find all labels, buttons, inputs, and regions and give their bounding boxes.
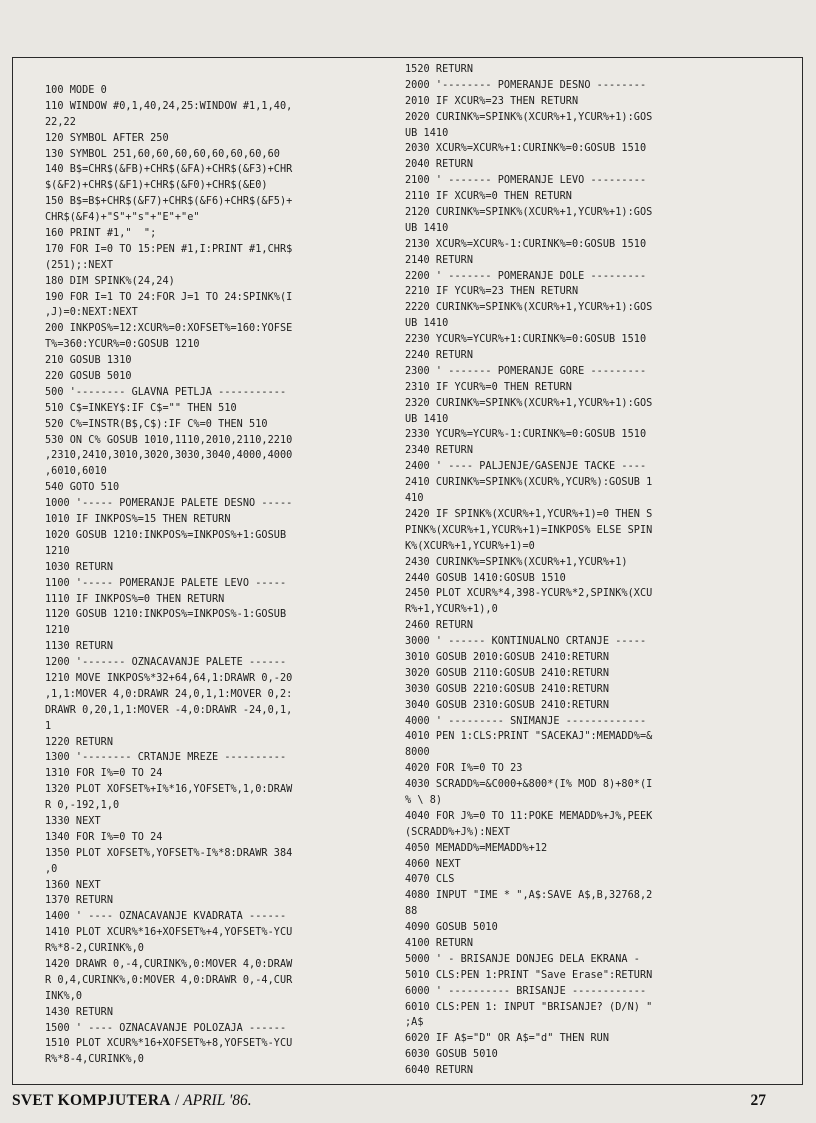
- code-line: 6040 RETURN: [405, 1065, 474, 1077]
- code-line: 2320 CURINK%=SPINK%(XCUR%+1,YCUR%+1):GOS: [405, 397, 653, 409]
- code-line: 510 C$=INKEY$:IF C$="" THEN 510: [45, 402, 237, 414]
- code-line: 2040 RETURN: [405, 159, 474, 171]
- code-line: 500 '-------- GLAVNA PETLJA -----------: [45, 386, 287, 398]
- code-line: 4050 MEMADD%=MEMADD%+12: [405, 842, 548, 854]
- code-line: 180 DIM SPINK%(24,24): [45, 275, 175, 287]
- code-line: 2460 RETURN: [405, 620, 474, 632]
- code-line: INK%,0: [45, 990, 83, 1002]
- code-line: 1210: [45, 545, 70, 557]
- code-line: 160 PRINT #1," ";: [45, 228, 157, 240]
- code-line: UB 1410: [405, 127, 449, 139]
- code-line: 6010 CLS:PEN 1: INPUT "BRISANJE? (D/N) ": [405, 1001, 653, 1013]
- code-line: 190 FOR I=1 TO 24:FOR J=1 TO 24:SPINK%(I: [45, 291, 293, 303]
- code-line: 140 B$=CHR$(&FB)+CHR$(&FA)+CHR$(&F3)+CHR: [45, 164, 293, 176]
- code-line: 2430 CURINK%=SPINK%(XCUR%+1,YCUR%+1): [405, 556, 628, 568]
- code-line: 2440 GOSUB 1410:GOSUB 1510: [405, 572, 566, 584]
- code-line: 1010 IF INKPOS%=15 THEN RETURN: [45, 514, 231, 526]
- code-line: 2030 XCUR%=XCUR%+1:CURINK%=0:GOSUB 1510: [405, 143, 647, 155]
- code-line: ,1,1:MOVER 4,0:DRAWR 24,0,1,1:MOVER 0,2:: [45, 688, 293, 700]
- code-line: PINK%(XCUR%+1,YCUR%+1)=INKPOS% ELSE SPIN: [405, 524, 653, 536]
- footer-publication: [12, 1092, 252, 1110]
- code-line: K%(XCUR%+1,YCUR%+1)=0: [405, 540, 535, 552]
- code-line: 2400 ' ---- PALJENJE/GASENJE TACKE ----: [405, 461, 647, 473]
- code-line: 1220 RETURN: [45, 736, 114, 748]
- code-line: 2210 IF YCUR%=23 THEN RETURN: [405, 286, 579, 298]
- code-line: 2330 YCUR%=YCUR%-1:CURINK%=0:GOSUB 1510: [405, 429, 647, 441]
- code-line: R 0,-192,1,0: [45, 800, 120, 812]
- code-line: 2300 ' ------- POMERANJE GORE ---------: [405, 365, 647, 377]
- code-line: 4090 GOSUB 5010: [405, 922, 498, 934]
- code-line: 3000 ' ------ KONTINUALNO CRTANJE -----: [405, 636, 647, 648]
- code-line: 4030 SCRADD%=&C000+&800*(I% MOD 8)+80*(I: [405, 779, 653, 791]
- code-line: 4040 FOR J%=0 TO 11:POKE MEMADD%+J%,PEEK: [405, 810, 653, 822]
- code-line: 150 B$=B$+CHR$(&F7)+CHR$(&F6)+CHR$(&F5)+: [45, 196, 293, 208]
- code-line: 4010 PEN 1:CLS:PRINT "SACEKAJ":MEMADD%=&: [405, 731, 653, 743]
- code-line: 1420 DRAWR 0,-4,CURINK%,0:MOVER 4,0:DRAW: [45, 958, 293, 970]
- code-line: 1300 '-------- CRTANJE MREZE ----------: [45, 752, 287, 764]
- code-line: R%+1,YCUR%+1),0: [405, 604, 498, 616]
- code-line: UB 1410: [405, 222, 449, 234]
- code-line: 210 GOSUB 1310: [45, 355, 132, 367]
- code-line: 110 WINDOW #0,1,40,24,25:WINDOW #1,1,40,: [45, 100, 293, 112]
- code-line: 5000 ' - BRISANJE DONJEG DELA EKRANA -: [405, 953, 640, 965]
- code-line: ,0: [45, 863, 58, 875]
- code-line: 170 FOR I=0 TO 15:PEN #1,I:PRINT #1,CHR$: [45, 243, 293, 255]
- code-line: 4080 INPUT "IME * ",A$:SAVE A$,B,32768,2: [405, 890, 653, 902]
- code-line: 1320 PLOT XOFSET%+I%*16,YOFSET%,1,0:DRAW: [45, 784, 293, 796]
- code-line: 2110 IF XCUR%=0 THEN RETURN: [405, 191, 572, 203]
- code-line: 530 ON C% GOSUB 1010,1110,2010,2110,2210: [45, 434, 293, 446]
- code-line: 2220 CURINK%=SPINK%(XCUR%+1,YCUR%+1):GOS: [405, 302, 653, 314]
- code-line: ,2310,2410,3010,3020,3030,3040,4000,4000: [45, 450, 293, 462]
- code-line: DRAWR 0,20,1,1:MOVER -4,0:DRAWR -24,0,1,: [45, 704, 293, 716]
- code-line: UB 1410: [405, 413, 449, 425]
- code-line: 2010 IF XCUR%=23 THEN RETURN: [405, 95, 579, 107]
- code-line: 200 INKPOS%=12:XCUR%=0:XOFSET%=160:YOFSE: [45, 323, 293, 335]
- code-line: 2420 IF SPINK%(XCUR%+1,YCUR%+1)=0 THEN S: [405, 508, 653, 520]
- code-line: 1350 PLOT XOFSET%,YOFSET%-I%*8:DRAWR 384: [45, 847, 293, 859]
- code-line: 1030 RETURN: [45, 561, 114, 573]
- code-line: 520 C%=INSTR(B$,C$):IF C%=0 THEN 510: [45, 418, 268, 430]
- code-line: 2310 IF YCUR%=0 THEN RETURN: [405, 381, 572, 393]
- code-line: 1: [45, 720, 52, 732]
- code-line: 2130 XCUR%=XCUR%-1:CURINK%=0:GOSUB 1510: [405, 238, 647, 250]
- code-line: 1100 '----- POMERANJE PALETE LEVO -----: [45, 577, 287, 589]
- code-line: R%*8-4,CURINK%,0: [45, 1054, 144, 1066]
- code-line: 540 GOTO 510: [45, 482, 120, 494]
- code-line: 5010 CLS:PEN 1:PRINT "Save Erase":RETURN: [405, 969, 653, 981]
- code-line: 1370 RETURN: [45, 895, 114, 907]
- code-line: 100 MODE 0: [45, 85, 107, 96]
- code-line: ;A$: [405, 1017, 424, 1029]
- code-line: UB 1410: [405, 318, 449, 330]
- code-line: 1310 FOR I%=0 TO 24: [45, 768, 163, 780]
- code-line: R 0,4,CURINK%,0:MOVER 4,0:DRAWR 0,-4,CUR: [45, 974, 293, 986]
- code-line: 1210: [45, 625, 70, 637]
- code-line: 2200 ' ------- POMERANJE DOLE ---------: [405, 270, 647, 282]
- listing-left-column: [45, 83, 395, 1068]
- code-line: 1340 FOR I%=0 TO 24: [45, 831, 163, 843]
- code-line: 2120 CURINK%=SPINK%(XCUR%+1,YCUR%+1):GOS: [405, 207, 653, 219]
- code-line: 130 SYMBOL 251,60,60,60,60,60,60,60,60: [45, 148, 280, 160]
- code-line: 1430 RETURN: [45, 1006, 114, 1018]
- code-line: 2230 YCUR%=YCUR%+1:CURINK%=0:GOSUB 1510: [405, 334, 647, 346]
- code-line: (251);:NEXT: [45, 259, 114, 271]
- code-line: 3020 GOSUB 2110:GOSUB 2410:RETURN: [405, 667, 610, 679]
- code-line: 1520 RETURN: [405, 64, 474, 75]
- code-line: 4020 FOR I%=0 TO 23: [405, 763, 523, 775]
- code-line: 220 GOSUB 5010: [45, 371, 132, 383]
- code-line: 4000 ' --------- SNIMANJE -------------: [405, 715, 647, 727]
- code-line: % \ 8): [405, 794, 443, 806]
- code-line: 1210 MOVE INKPOS%*32+64,64,1:DRAWR 0,-20: [45, 672, 293, 684]
- code-line: 410: [405, 493, 424, 505]
- code-line: $(&F2)+CHR$(&F1)+CHR$(&F0)+CHR$(&E0): [45, 180, 268, 192]
- code-line: 2410 CURINK%=SPINK%(XCUR%,YCUR%):GOSUB 1: [405, 477, 653, 489]
- footer-separator: /: [174, 1092, 180, 1109]
- code-line: 1110 IF INKPOS%=0 THEN RETURN: [45, 593, 225, 605]
- code-line: 1410 PLOT XCUR%*16+XOFSET%+4,YOFSET%-YCU: [45, 927, 293, 939]
- code-line: (SCRADD%+J%):NEXT: [405, 826, 511, 838]
- code-line: 1200 '------- OZNACAVANJE PALETE ------: [45, 657, 287, 669]
- code-line: 3030 GOSUB 2210:GOSUB 2410:RETURN: [405, 683, 610, 695]
- code-line: 2140 RETURN: [405, 254, 474, 266]
- issue-date: APRIL '86.: [183, 1092, 252, 1109]
- code-line: T%=360:YCUR%=0:GOSUB 1210: [45, 339, 200, 351]
- code-line: 6020 IF A$="D" OR A$="d" THEN RUN: [405, 1033, 610, 1045]
- code-line: 1130 RETURN: [45, 641, 114, 653]
- page-number: 27: [750, 1092, 766, 1109]
- code-line: 1120 GOSUB 1210:INKPOS%=INKPOS%-1:GOSUB: [45, 609, 287, 621]
- code-line: 6030 GOSUB 5010: [405, 1049, 498, 1061]
- code-line: 2100 ' ------- POMERANJE LEVO ---------: [405, 175, 647, 187]
- code-line: 120 SYMBOL AFTER 250: [45, 132, 169, 144]
- code-line: 1400 ' ---- OZNACAVANJE KVADRATA ------: [45, 911, 287, 923]
- code-line: 3040 GOSUB 2310:GOSUB 2410:RETURN: [405, 699, 610, 711]
- code-line: 2240 RETURN: [405, 350, 474, 362]
- code-line: 1020 GOSUB 1210:INKPOS%=INKPOS%+1:GOSUB: [45, 529, 287, 541]
- code-line: 4100 RETURN: [405, 937, 474, 949]
- code-line: 8000: [405, 747, 430, 759]
- code-line: 2000 '-------- POMERANJE DESNO --------: [405, 79, 647, 91]
- code-line: R%*8-2,CURINK%,0: [45, 943, 144, 955]
- code-line: 3010 GOSUB 2010:GOSUB 2410:RETURN: [405, 651, 610, 663]
- code-line: 6000 ' ---------- BRISANJE ------------: [405, 985, 647, 997]
- code-line: 4060 NEXT: [405, 858, 461, 870]
- code-line: 22,22: [45, 116, 76, 128]
- code-line: 1000 '----- POMERANJE PALETE DESNO -----: [45, 498, 293, 510]
- code-line: 2340 RETURN: [405, 445, 474, 457]
- code-line: 1510 PLOT XCUR%*16+XOFSET%+8,YOFSET%-YCU: [45, 1038, 293, 1050]
- code-line: 2450 PLOT XCUR%*4,398-YCUR%*2,SPINK%(XCU: [405, 588, 653, 600]
- code-line: 2020 CURINK%=SPINK%(XCUR%+1,YCUR%+1):GOS: [405, 111, 653, 123]
- code-line: 1500 ' ---- OZNACAVANJE POLOZAJA ------: [45, 1022, 287, 1034]
- code-line: 88: [405, 906, 418, 918]
- code-line: CHR$(&F4)+"S"+"s"+"E"+"e": [45, 212, 200, 224]
- listing-right-column: [405, 62, 800, 1079]
- code-line: ,J)=0:NEXT:NEXT: [45, 307, 138, 319]
- magazine-name: SVET KOMPJUTERA: [12, 1092, 171, 1109]
- code-line: 1360 NEXT: [45, 879, 101, 891]
- code-line: 4070 CLS: [405, 874, 455, 886]
- code-line: 1330 NEXT: [45, 815, 101, 827]
- code-line: ,6010,6010: [45, 466, 107, 478]
